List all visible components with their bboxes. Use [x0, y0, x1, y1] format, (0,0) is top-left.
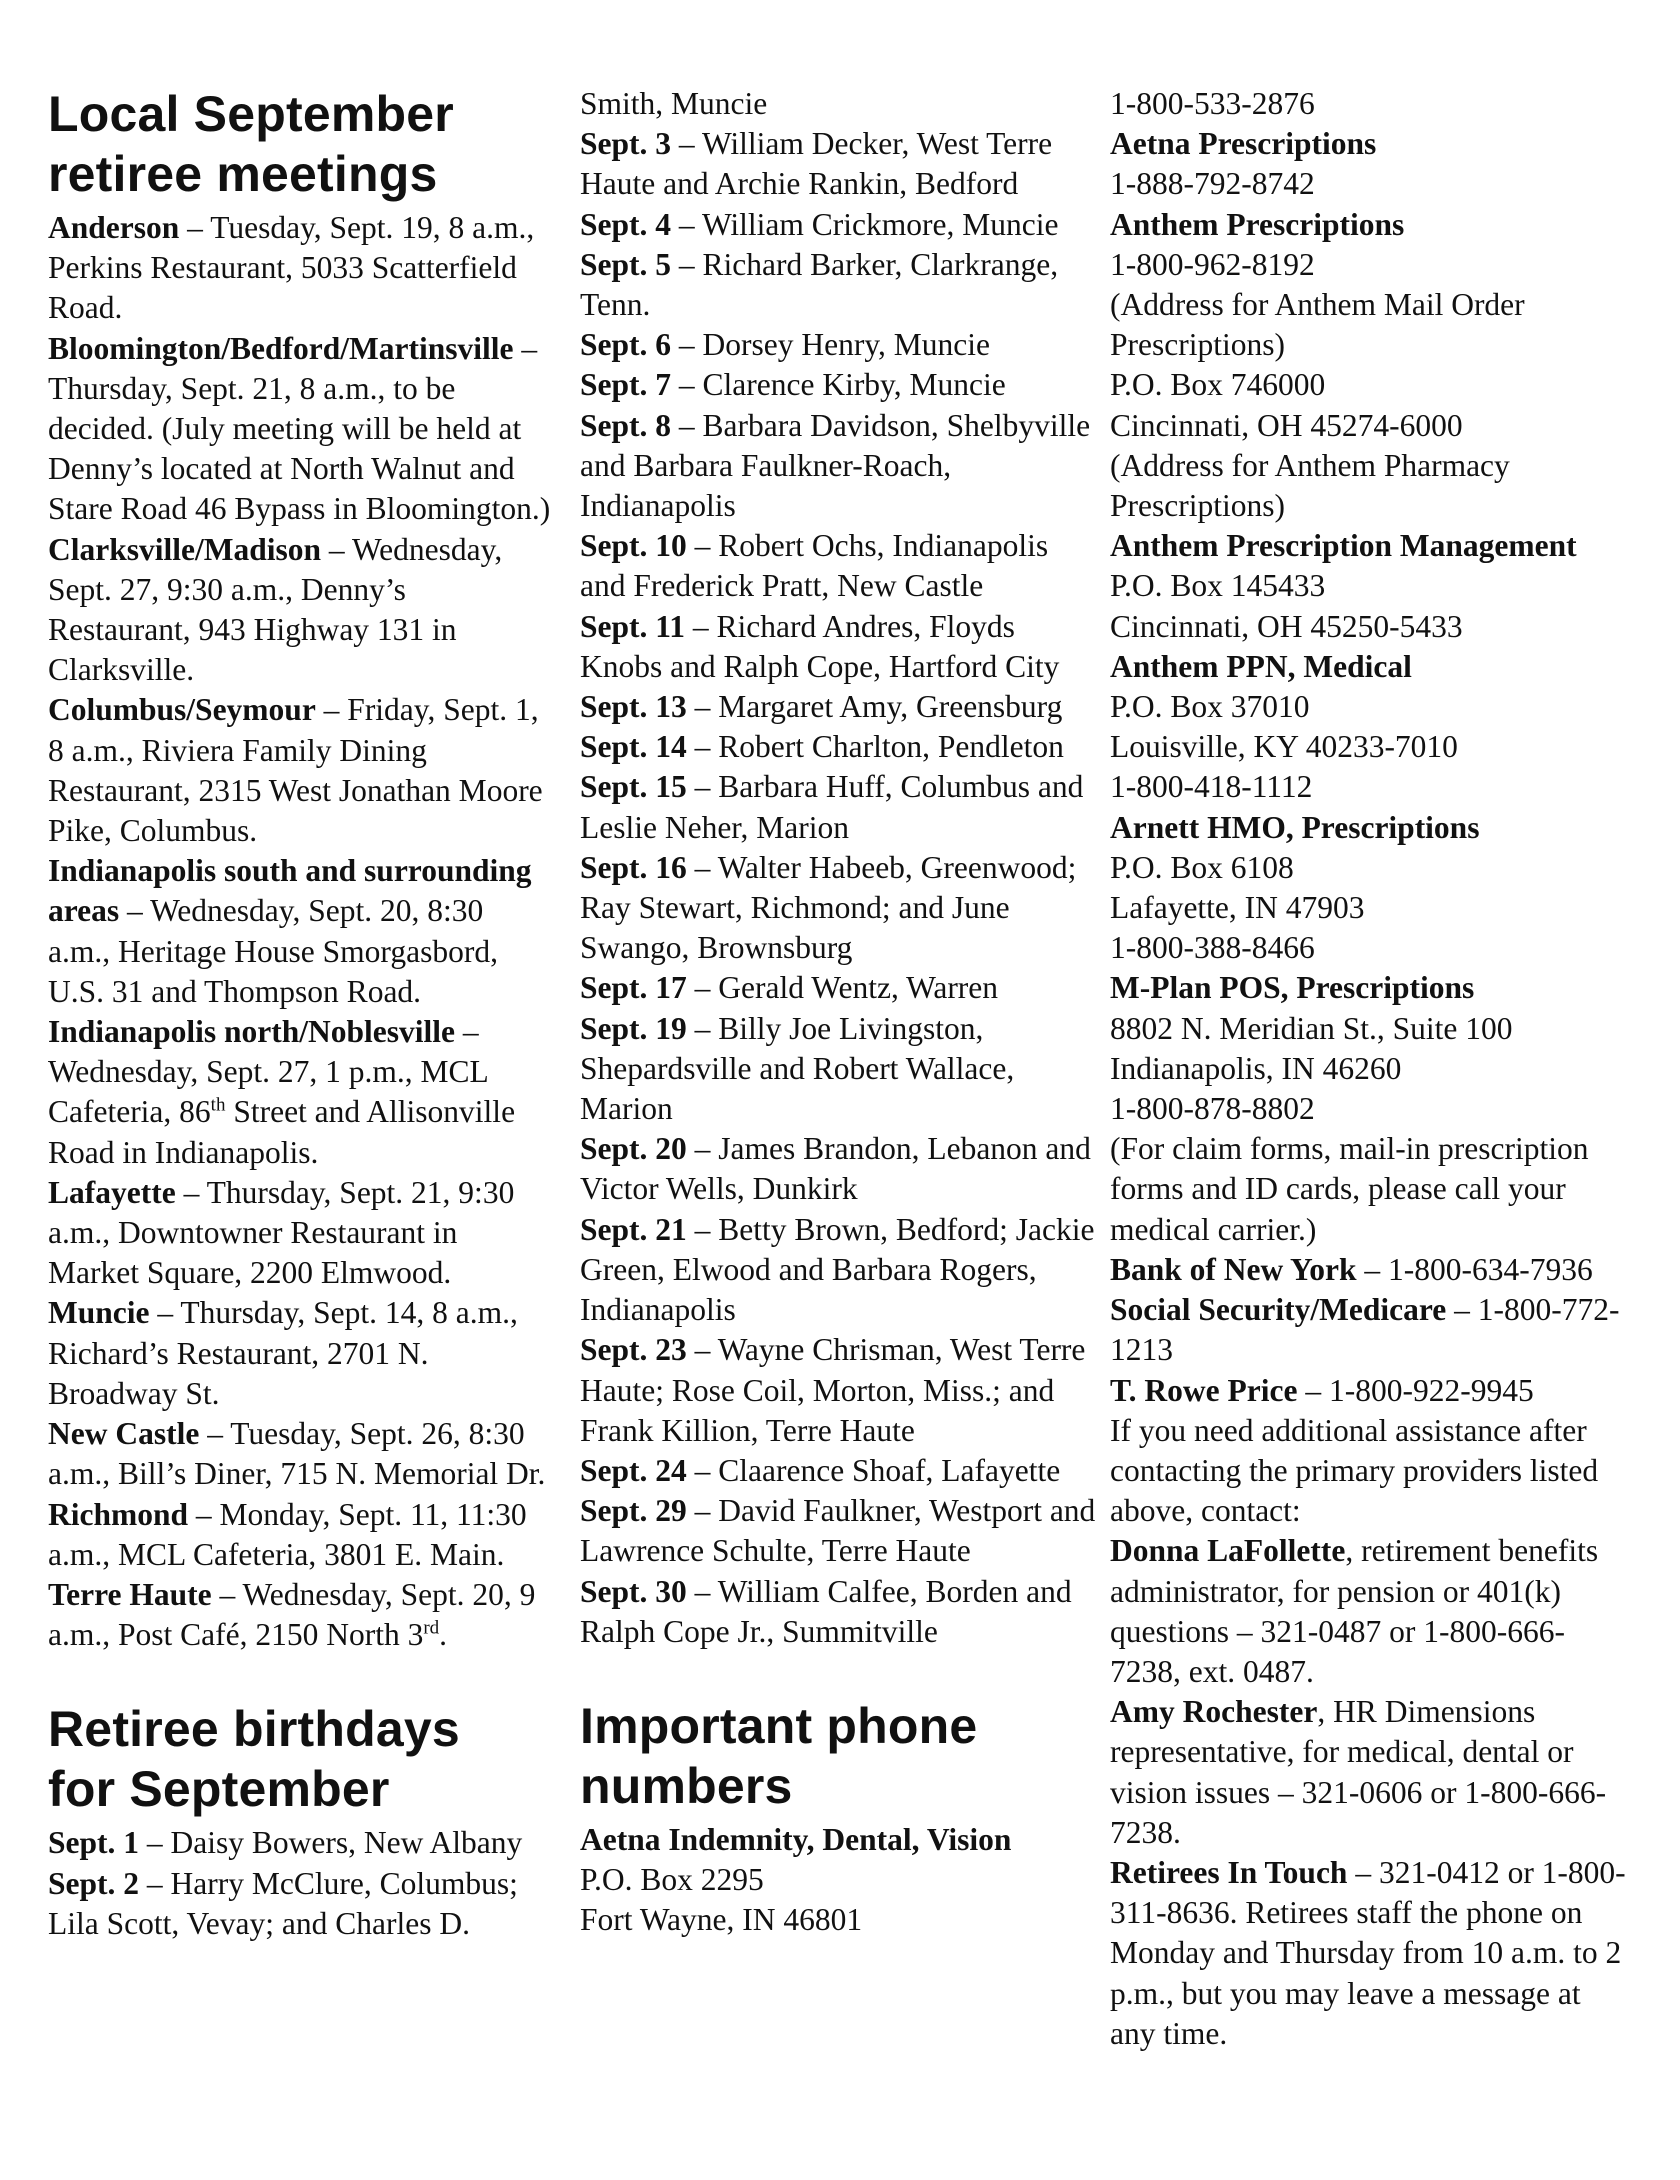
birthday-entry-text: – William Decker, West Terre Haute and Archie Rankin, Bedford	[580, 126, 1053, 202]
phone-entry-text: 1-800-533-2876	[1110, 86, 1315, 121]
birthdays-heading-line2: for September	[48, 1761, 390, 1818]
phone-entry	[1110, 526, 1630, 566]
birthday-entry-lead: Sept. 7	[580, 367, 672, 403]
birthday-entry-text: – David Faulkner, Westport and Lawrence Schulte, Terre Haute	[580, 1493, 1096, 1569]
phone-entry	[1110, 446, 1630, 526]
meeting-entry-lead: Terre Haute	[48, 1576, 212, 1612]
meeting-entry-lead: Clarksville/Madison	[48, 531, 322, 567]
phone-entry	[1110, 848, 1630, 888]
meeting-entry	[48, 1173, 553, 1294]
phone-entry	[1110, 968, 1630, 1008]
birthday-entry-text: – Richard Barker, Clarkrange, Tenn.	[580, 246, 1059, 323]
phone-entry-text: (For claim forms, mail-in prescription forms and ID cards, please call your medical carrier.)	[1110, 1131, 1589, 1247]
birthday-entry	[580, 607, 1100, 687]
birthday-entry	[48, 1864, 553, 1944]
meeting-entry-text: – Tuesday, Sept. 26, 8:30 a.m., Bill’s Diner, 715 N. Memorial Dr.	[48, 1416, 546, 1492]
meeting-entry-superscript: th	[210, 1094, 226, 1116]
phone-entry	[1110, 1290, 1630, 1370]
birthday-entry	[580, 1210, 1100, 1331]
meeting-entry	[48, 1293, 553, 1414]
phone-entry-lead: T. Rowe Price	[1110, 1372, 1298, 1408]
phone-entry-text: 1-800-878-8802	[1110, 1091, 1315, 1127]
birthday-entry	[580, 526, 1100, 606]
birthday-entry-lead: Sept. 19	[580, 1010, 687, 1046]
phone-list	[1110, 84, 1630, 2054]
phone-entry-text: 1-888-792-8742	[1110, 166, 1315, 202]
section-gap	[580, 1652, 1100, 1696]
phone-entry-lead: Aetna Indemnity, Dental, Vision	[580, 1821, 1012, 1857]
phone-entry-text: Lafayette, IN 47903	[1110, 890, 1365, 926]
phone-entry-text: P.O. Box 37010	[1110, 689, 1310, 725]
phone-entry-line: Fort Wayne, IN 46801	[580, 1902, 863, 1938]
birthday-entry	[580, 1129, 1100, 1209]
phone-entry-text: 1-800-388-8466	[1110, 930, 1315, 966]
birthday-entry	[580, 325, 1100, 365]
phone-entry-text: If you need additional assistance after contacting the primary providers listed above, contact:	[1110, 1412, 1599, 1529]
birthday-entry	[580, 205, 1100, 245]
phone-entry	[1110, 406, 1630, 446]
phone-entry	[1110, 1129, 1630, 1250]
birthday-entry-text: – Robert Ochs, Indianapolis and Frederick Pratt, New Castle	[580, 528, 1049, 604]
meeting-entry-text-end: .	[439, 1617, 448, 1653]
birthday-entry-text: – Margaret Amy, Greensburg	[686, 689, 1063, 725]
phone-entry	[1110, 566, 1630, 606]
phone-entry-text: , retirement benefits administrator, for pension or 401(k) questions – 321-0487 or 1-800-666-7238, ext. 0487.	[1110, 1533, 1599, 1689]
birthday-entry	[580, 406, 1100, 527]
phone-entry	[1110, 767, 1630, 807]
phone-entry-text: 1-800-418-1112	[1110, 769, 1313, 805]
column-3	[1110, 84, 1630, 2054]
meeting-entry-lead: Anderson	[48, 210, 180, 245]
phone-entry	[1110, 1692, 1630, 1853]
phone-entry	[1110, 84, 1630, 124]
birthday-entry-lead: Sept. 15	[580, 769, 687, 805]
phone-entry	[1110, 245, 1630, 285]
phone-entry	[1110, 365, 1630, 405]
birthday-entry	[580, 365, 1100, 405]
birthday-entry	[48, 1823, 553, 1863]
phone-entry	[1110, 808, 1630, 848]
phone-entry-text: P.O. Box 145433	[1110, 568, 1326, 604]
birthday-entry-text: – Robert Charlton, Pendleton	[686, 729, 1064, 765]
birthday-entry-lead: Sept. 5	[580, 246, 672, 282]
meeting-entry	[48, 530, 553, 691]
meeting-entry-lead: New Castle	[48, 1416, 200, 1452]
meeting-entry-text: – Monday, Sept. 11, 11:30 a.m., MCL Cafeteria, 3801 E. Main.	[48, 1496, 527, 1572]
birthdays-list-part2	[580, 124, 1100, 1652]
birthday-entry	[580, 245, 1100, 325]
phone-entry-text: – 321-0412 or 1-800-311-8636. Retirees staff the phone on Monday and Thursday from 10 a.m. to 2 p.m., but you may leave a message at any time.	[1110, 1854, 1626, 2051]
birthday-entry	[580, 727, 1100, 767]
birthday-entry	[580, 687, 1100, 727]
meeting-entry-text: – Wednesday, Sept. 20, 9 a.m., Post Café, 2150 North 3	[48, 1576, 536, 1653]
birthday-entry-text: – James Brandon, Lebanon and Victor Wells, Dunkirk	[580, 1131, 1091, 1207]
phone-entry-line: P.O. Box 2295	[580, 1862, 764, 1898]
meeting-entry-lead: Lafayette	[48, 1174, 176, 1210]
phone-entry	[1110, 1853, 1630, 2054]
meeting-entry	[48, 690, 553, 851]
meeting-entry-text: – Thursday, Sept. 14, 8 a.m., Richard’s Restaurant, 2701 N. Broadway St.	[48, 1295, 518, 1411]
meeting-entry-text-end: Street and Allisonville Road in Indianapolis.	[48, 1094, 516, 1170]
birthdays-heading	[48, 1699, 553, 1819]
birthday-entry-lead: Sept. 2	[48, 1865, 140, 1901]
birthday-entry-text: – Richard Andres, Floyds Knobs and Ralph Cope, Hartford City	[580, 608, 1060, 684]
phone-entry	[1110, 1531, 1630, 1692]
birthday-entry-text: – Gerald Wentz, Warren	[686, 970, 999, 1006]
phones-heading-line1: Important phone	[580, 1697, 978, 1754]
birthday-entry-lead: Sept. 8	[580, 407, 672, 443]
meetings-list	[48, 208, 553, 1655]
phone-entry	[1110, 1371, 1630, 1411]
birthday-entry-lead: Sept. 21	[580, 1211, 687, 1247]
meeting-entry-text: – Wednesday, Sept. 20, 8:30 a.m., Heritage House Smorgasbord, U.S. 31 and Thompson Road.	[48, 893, 498, 1009]
meeting-entry-text: – Friday, Sept. 1, 8 a.m., Riviera Family Dining Restaurant, 2315 West Jonathan Moore Pike, Columbus.	[48, 692, 543, 849]
birthday-entry-text: – Barbara Huff, Columbus and Leslie Neher, Marion	[580, 769, 1084, 845]
birthday-entry-lead: Sept. 23	[580, 1332, 687, 1368]
birthday-entry-lead: Sept. 11	[580, 608, 686, 644]
birthday-entry-text: – Wayne Chrisman, West Terre Haute; Rose Coil, Morton, Miss.; and Frank Killion, Terre Haute	[580, 1332, 1086, 1448]
phone-entry-text: Cincinnati, OH 45274-6000	[1110, 407, 1463, 443]
column-1	[48, 84, 553, 1944]
phone-entry-lead: Aetna Prescriptions	[1110, 126, 1377, 162]
meetings-heading-line1: Local September	[48, 86, 454, 142]
phone-entry-lead: Anthem Prescriptions	[1110, 206, 1405, 242]
meeting-entry-lead: Richmond	[48, 1496, 189, 1532]
meeting-entry	[48, 208, 553, 329]
phone-entry	[1110, 727, 1630, 767]
phone-entry-lead: Anthem Prescription Management	[1110, 528, 1577, 564]
phone-entry	[1110, 1411, 1630, 1532]
meeting-entry	[48, 1495, 553, 1575]
birthday-entry-lead: Sept. 17	[580, 970, 687, 1006]
meeting-entry-text: – Tuesday, Sept. 19, 8 a.m., Perkins Restaurant, 5033 Scatterfield Road.	[48, 210, 535, 326]
phone-entry-lead: Amy Rochester	[1110, 1694, 1318, 1730]
birthday-entry	[580, 1009, 1100, 1130]
birthday-entry	[580, 848, 1100, 969]
phone-entry	[1110, 1089, 1630, 1129]
phone-entry	[1110, 928, 1630, 968]
meeting-entry-lead: Indianapolis north/Noblesville	[48, 1014, 455, 1050]
birthday-entry-text: – William Calfee, Borden and Ralph Cope Jr., Summitville	[580, 1573, 1072, 1649]
birthday-entry	[580, 1451, 1100, 1491]
phone-entry-text: 1-800-962-8192	[1110, 246, 1315, 282]
birthday-entry	[580, 1491, 1100, 1571]
phone-entry	[1110, 124, 1630, 164]
phone-entry-text: P.O. Box 746000	[1110, 367, 1326, 403]
meeting-entry-lead: Bloomington/Bedford/Martinsville	[48, 330, 514, 366]
birthday-entry-lead: Sept. 6	[580, 327, 672, 363]
birthdays-heading-line1: Retiree birthdays	[48, 1701, 460, 1758]
phone-entry	[1110, 1250, 1630, 1290]
birthday-entry-text: – Dorsey Henry, Muncie	[671, 327, 991, 363]
birthday-entry-text: – Daisy Bowers, New Albany	[139, 1825, 523, 1861]
phone-entry-text: Louisville, KY 40233-7010	[1110, 729, 1458, 765]
birthday-entry-lead: Sept. 1	[48, 1825, 140, 1861]
phone-entry-text: – 1-800-922-9945	[1297, 1372, 1534, 1408]
phone-entry-text: – 1-800-634-7936	[1356, 1251, 1593, 1287]
phone-entry	[1110, 607, 1630, 647]
birthday-entry	[580, 1572, 1100, 1652]
meeting-entry	[48, 1575, 553, 1655]
meeting-entry	[48, 1012, 553, 1173]
phone-entry-aetna-indemnity	[580, 1820, 1100, 1941]
phones-heading	[580, 1696, 1100, 1816]
phone-entry-text: Cincinnati, OH 45250-5433	[1110, 608, 1463, 644]
meeting-entry-lead: Columbus/Seymour	[48, 692, 316, 728]
phone-entry-lead: Donna LaFollette	[1110, 1533, 1346, 1569]
birthday-entry-lead: Sept. 4	[580, 206, 672, 242]
phone-entry	[1110, 647, 1630, 687]
meetings-heading-line2: retiree meetings	[48, 146, 438, 202]
birthday-entry	[580, 124, 1100, 204]
birthday-entry-lead: Sept. 16	[580, 849, 687, 885]
phone-entry-lead: Anthem PPN, Medical	[1110, 648, 1412, 684]
meeting-entry-superscript: rd	[423, 1617, 440, 1639]
phone-entry-text: (Address for Anthem Mail Order Prescriptions)	[1110, 287, 1525, 363]
phone-entry-text: Indianapolis, IN 46260	[1110, 1050, 1402, 1086]
phone-entry-lead: Retirees In Touch	[1110, 1854, 1348, 1890]
phone-entry-text: – 1-800-772-1213	[1110, 1292, 1620, 1368]
meeting-entry	[48, 329, 553, 530]
meeting-entry	[48, 1414, 553, 1494]
birthday-entry-lead: Sept. 3	[580, 126, 672, 162]
birthday-entry-text: – Walter Habeeb, Greenwood; Ray Stewart, Richmond; and June Swango, Brownsburg	[580, 849, 1077, 966]
meeting-entry-text: – Thursday, Sept. 21, 9:30 a.m., Downtowner Restaurant in Market Square, 2200 Elmwood.	[48, 1174, 515, 1291]
birthdays-list-part1	[48, 1823, 553, 1944]
birthday-continued: Smith, Muncie	[580, 86, 768, 121]
birthday-entry-lead: Sept. 29	[580, 1493, 687, 1529]
phone-entry	[1110, 687, 1630, 727]
phone-entry	[1110, 205, 1630, 245]
birthday-entry-text: – Billy Joe Livingston, Shepardsville and Robert Wallace, Marion	[580, 1010, 1015, 1127]
phone-entry-lead: Bank of New York	[1110, 1251, 1357, 1287]
birthday-entry-lead: Sept. 20	[580, 1131, 687, 1167]
meetings-heading	[48, 84, 553, 204]
meeting-entry	[48, 851, 553, 1012]
phone-entry-text: 8802 N. Meridian St., Suite 100	[1110, 1010, 1513, 1046]
section-gap	[48, 1655, 553, 1699]
phones-heading-line2: numbers	[580, 1757, 793, 1814]
meeting-entry-lead: Muncie	[48, 1295, 150, 1331]
birthday-entry-lead: Sept. 13	[580, 689, 687, 725]
meeting-entry-text: – Wednesday, Sept. 27, 9:30 a.m., Denny’s Restaurant, 943 Highway 131 in Clarksville.	[48, 531, 503, 688]
birthday-entry-lead: Sept. 14	[580, 729, 687, 765]
phone-entry-text: (Address for Anthem Pharmacy Prescriptions)	[1110, 447, 1510, 524]
column-2	[580, 84, 1100, 1941]
birthday-entry-text: – Claarence Shoaf, Lafayette	[686, 1452, 1061, 1488]
birthday-entry-lead: Sept. 10	[580, 528, 687, 564]
birthday-entry	[580, 1330, 1100, 1451]
birthday-entry	[580, 968, 1100, 1008]
phone-entry	[1110, 164, 1630, 204]
phone-entry	[1110, 1009, 1630, 1049]
birthday-entry-text: – Harry McClure, Columbus; Lila Scott, Vevay; and Charles D.	[48, 1865, 518, 1941]
phone-entry-lead: Social Security/Medicare	[1110, 1292, 1447, 1328]
meeting-entry-text: – Thursday, Sept. 21, 8 a.m., to be decided. (July meeting will be held at Denny’s located at North Walnut and Stare Road 46 Bypass in Bloomington.)	[48, 330, 551, 527]
phone-entry-text: P.O. Box 6108	[1110, 849, 1294, 885]
meeting-entry-lead: Indianapolis south and surrounding areas	[48, 853, 532, 929]
birthday-entry-lead: Sept. 30	[580, 1573, 687, 1609]
birthday-entry-text: – Barbara Davidson, Shelbyville and Barbara Faulkner-Roach, Indianapolis	[580, 407, 1091, 524]
birthday-entry-text: – William Crickmore, Muncie	[671, 206, 1059, 242]
birthday-entry	[580, 767, 1100, 847]
meeting-entry-text: – Wednesday, Sept. 27, 1 p.m., MCL Cafeteria, 86	[48, 1014, 488, 1130]
phone-entry	[1110, 285, 1630, 365]
birthday-entry-text: – Betty Brown, Bedford; Jackie Green, Elwood and Barbara Rogers, Indianapolis	[580, 1211, 1095, 1328]
birthday-entry-text: – Clarence Kirby, Muncie	[671, 367, 1006, 403]
phone-entry-lead: M-Plan POS, Prescriptions	[1110, 970, 1475, 1006]
phone-entry	[1110, 888, 1630, 928]
birthday-entry-lead: Sept. 24	[580, 1452, 687, 1488]
phone-entry	[1110, 1049, 1630, 1089]
phone-entry-text: , HR Dimensions representative, for medical, dental or vision issues – 321-0606 or 1-800-666-7238.	[1110, 1694, 1607, 1850]
phone-entry-lead: Arnett HMO, Prescriptions	[1110, 809, 1480, 845]
